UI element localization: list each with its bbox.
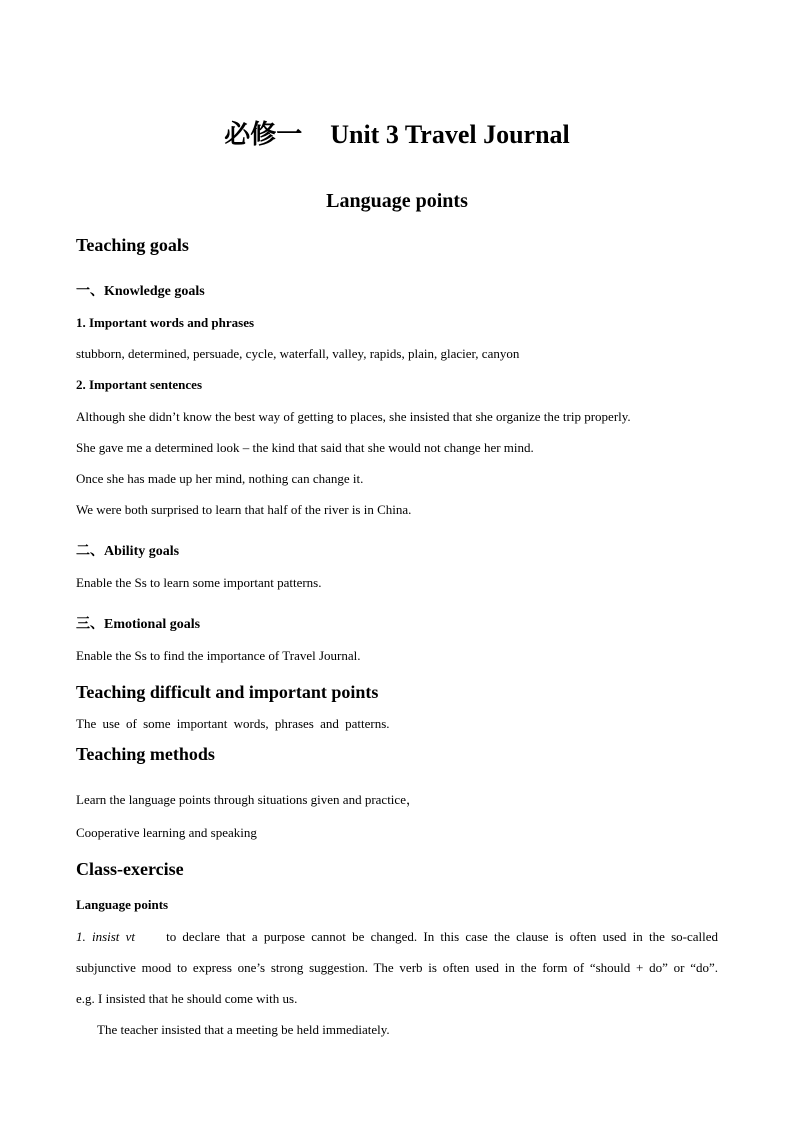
language-points-subheading: Language points [76, 897, 169, 912]
knowledge-goals-heading: 一、Knowledge goals [76, 284, 205, 299]
difficult-points-heading: Teaching difficult and important points [76, 682, 379, 702]
teaching-goals-heading: Teaching goals [76, 235, 189, 255]
page-title [0, 114, 794, 151]
important-words-heading: 1. Important words and phrases [76, 315, 255, 330]
sentence-item: Although she didn’t know the best way of getting to places, she insisted that she organize the trip properly. [76, 409, 631, 424]
teaching-methods-heading: Teaching methods [76, 744, 215, 764]
insist-definition-line-2: subjunctive mood to express one’s strong suggestion. The verb is often used in the form of “should + do” or “do”. [76, 960, 718, 975]
emotional-goals-heading: 三、Emotional goals [76, 617, 201, 632]
insist-definition-text: to declare that a purpose cannot be changed. In this case the clause is often used in the so-called [166, 929, 718, 944]
page-subtitle: Language points [326, 190, 468, 212]
insist-term: 1. insist vt [76, 929, 136, 944]
method-item: Cooperative learning and speaking [76, 825, 257, 840]
sentence-item: We were both surprised to learn that half of the river is in China. [76, 502, 412, 517]
class-exercise-heading: Class-exercise [76, 859, 184, 879]
page-title-chinese: 必修一 [224, 120, 303, 149]
sentence-item: She gave me a determined look – the kind that said that she would not change her mind. [76, 440, 534, 455]
method-item: Learn the language points through situations given and practice， [76, 792, 419, 807]
insist-definition-line-1 [76, 929, 718, 945]
important-words-list: stubborn, determined, persuade, cycle, waterfall, valley, rapids, plain, glacier, canyon [76, 346, 520, 361]
important-sentences-heading: 2. Important sentences [76, 377, 203, 392]
ability-goals-text: Enable the Ss to learn some important patterns. [76, 575, 322, 590]
example-sentence: The teacher insisted that a meeting be held immediately. [97, 1022, 390, 1037]
emotional-goals-text: Enable the Ss to find the importance of Travel Journal. [76, 648, 361, 663]
sentence-item: Once she has made up her mind, nothing can change it. [76, 471, 364, 486]
example-sentence: e.g. I insisted that he should come with us. [76, 991, 298, 1006]
page-title-english: Unit 3 Travel Journal [330, 120, 570, 149]
difficult-points-text: The use of some important words, phrases and patterns. [76, 716, 390, 731]
ability-goals-heading: 二、Ability goals [76, 544, 180, 559]
